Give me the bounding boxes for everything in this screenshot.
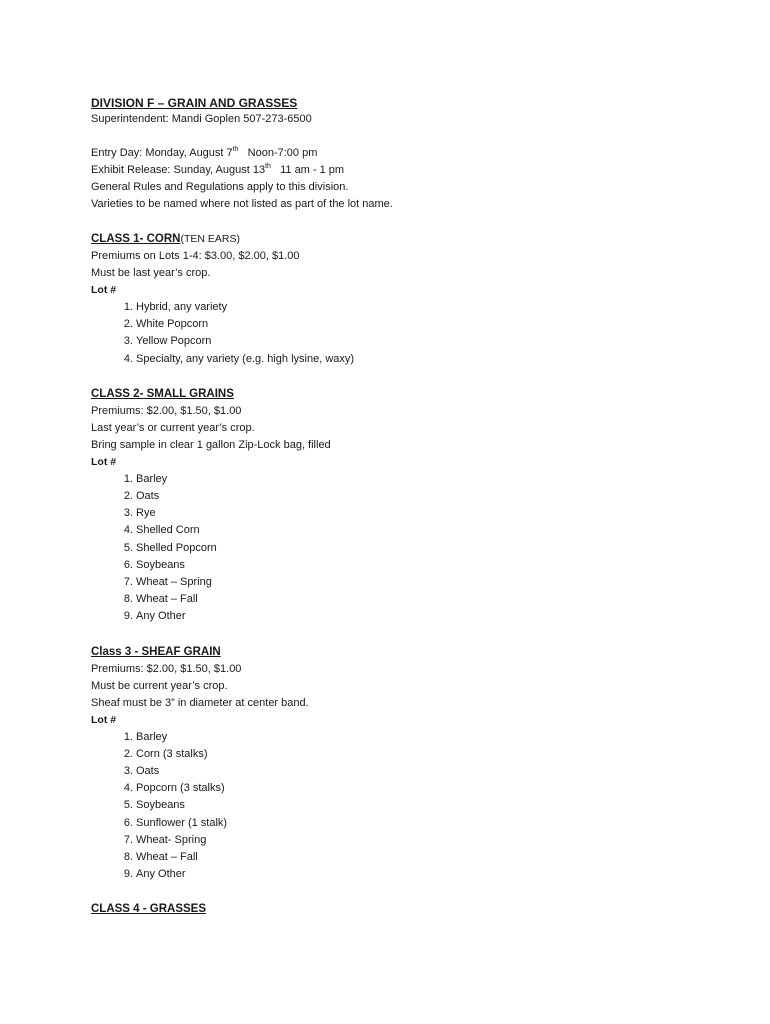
lot-number: 2. [123,318,133,331]
lot-name: Barley [136,730,168,743]
class-3-heading: Class 3 - SHEAF GRAIN [91,645,221,658]
class-3-section [91,644,711,884]
class-1-section [91,231,711,368]
exhibit-release-line [91,162,711,179]
spacer [91,368,711,386]
lot-number: 3. [123,507,133,520]
list-item [91,316,711,333]
lot-number: 4. [123,352,133,365]
class-1-lot-list [91,299,711,368]
lot-name: Barley [136,472,168,485]
list-item [91,591,711,608]
class-1-heading-line [91,231,711,248]
lot-number: 9. [123,868,133,881]
list-item [91,832,711,849]
entry-day-sup: th [232,146,239,153]
class-2-lot-list [91,471,711,626]
lot-number: 7. [123,833,133,846]
list-item [91,488,711,505]
list-item [91,333,711,350]
lot-number: 1. [123,301,133,313]
class-3-note: Sheaf must be 3” in diameter at center band. [91,696,309,709]
list-item [91,815,711,832]
class-2-note: Bring sample in clear 1 gallon Zip-Lock bag, filled [91,438,331,451]
lot-name: Wheat – Fall [136,593,198,606]
release-text: Exhibit Release: Sunday, August 13 [91,164,266,176]
release-sup: th [265,163,271,170]
class-4-section [91,901,711,918]
list-item [91,522,711,539]
list-item [91,351,711,368]
lot-number: 1. [123,730,133,743]
class-3-premiums: Premiums: $2.00, $1.50, $1.00 [91,662,242,675]
rules-line: General Rules and Regulations apply to this division. [91,181,349,193]
spacer [91,626,711,644]
class-3-note: Must be current year’s crop. [91,679,228,692]
list-item [91,471,711,488]
lot-name: Sunflower (1 stalk) [136,816,228,829]
list-item [91,299,711,316]
lot-name: Rye [136,507,156,520]
class-1-subheading: (TEN EARS) [180,233,240,245]
entry-day-text: Entry Day: Monday, August 7 [91,147,233,159]
lot-name: Shelled Popcorn [136,541,217,554]
superintendent-line: Superintendent: Mandi Goplen 507-273-6500 [91,113,312,125]
lot-number: 9. [123,610,133,623]
entry-day-line [91,145,711,162]
lot-name: Wheat – Fall [136,851,198,864]
class-3-lot-list [91,729,711,884]
list-item [91,746,711,763]
lot-name: Any Other [136,868,186,881]
lot-name: Soybeans [136,799,185,812]
spacer [91,883,711,901]
lot-name: Yellow Popcorn [136,335,212,348]
list-item [91,797,711,814]
lot-number: 4. [123,782,133,795]
lot-number: 2. [123,490,133,503]
lot-number: 5. [123,541,133,554]
class-3-lot-label: Lot # [91,713,117,726]
lot-name: Wheat- Spring [136,833,207,846]
list-item [91,780,711,797]
lot-name: Popcorn (3 stalks) [136,782,225,795]
lot-name: Oats [136,765,160,778]
lot-name: Shelled Corn [136,524,200,537]
list-item [91,763,711,780]
lot-number: 2. [123,747,133,760]
class-4-heading-line [91,901,711,918]
class-2-note: Last year’s or current year’s crop. [91,421,255,434]
lot-number: 6. [123,558,133,571]
lot-name: Wheat – Spring [136,576,212,589]
document-page [91,95,711,918]
list-item [91,557,711,574]
class-1-heading: CLASS 1- CORN [91,233,181,245]
lot-number: 8. [123,593,133,606]
entry-day-time: Noon-7:00 pm [247,147,318,159]
lot-name: Specialty, any variety (e.g. high lysine, waxy) [136,352,355,365]
lot-number: 5. [123,799,133,812]
class-1-premiums: Premiums on Lots 1-4: $3.00, $2.00, $1.00 [91,250,300,262]
varieties-line: Varieties to be named where not listed as part of the lot name. [91,198,393,210]
lot-number: 7. [123,576,133,589]
class-3-heading-line [91,644,711,661]
release-time: 11 am - 1 pm [280,164,345,176]
lot-name: Soybeans [136,558,185,571]
list-item [91,608,711,625]
list-item [91,505,711,522]
class-2-heading-line [91,386,711,403]
lot-number: 1. [123,472,133,485]
spacer [91,128,711,145]
lot-number: 6. [123,816,133,829]
lot-number: 3. [123,765,133,778]
class-2-lot-label: Lot # [91,455,117,468]
lot-name: Oats [136,490,160,503]
list-item [91,866,711,883]
lot-name: Corn (3 stalks) [136,747,208,760]
class-1-note: Must be last year’s crop. [91,267,211,279]
list-item [91,729,711,746]
class-2-heading: CLASS 2- SMALL GRAINS [91,387,234,400]
spacer [91,213,711,231]
lot-name: White Popcorn [136,318,209,331]
class-1-lot-label: Lot # [91,284,117,296]
list-item [91,574,711,591]
lot-number: 3. [123,335,133,348]
division-title: DIVISION F – GRAIN AND GRASSES [91,96,298,110]
lot-name: Hybrid, any variety [136,301,228,313]
list-item [91,540,711,557]
class-2-premiums: Premiums: $2.00, $1.50, $1.00 [91,404,242,417]
lot-number: 4. [123,524,133,537]
lot-number: 8. [123,851,133,864]
class-4-heading: CLASS 4 - GRASSES [91,903,207,916]
class-2-section [91,386,711,626]
list-item [91,849,711,866]
lot-name: Any Other [136,610,186,623]
